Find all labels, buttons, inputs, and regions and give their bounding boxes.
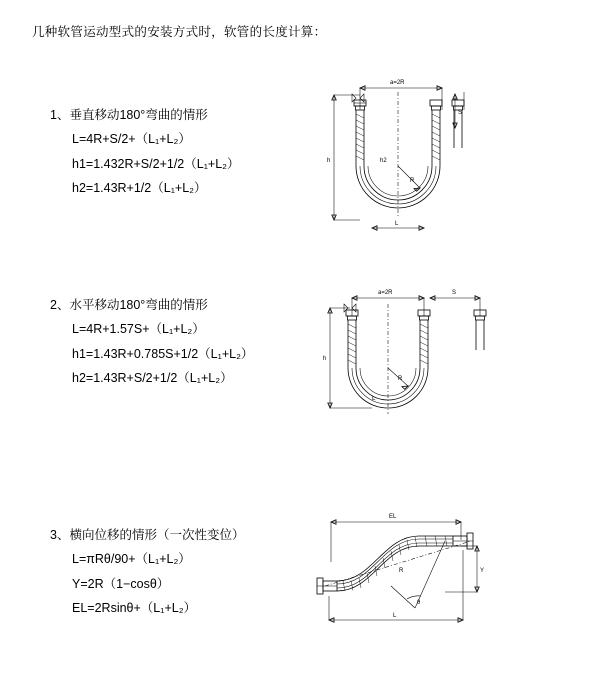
section-1-formula-2: h1=1.432R+S/2+1/2（L₁+L₂） <box>72 156 240 171</box>
dim-a-2r: a=2R <box>378 290 393 296</box>
dim-h: h <box>327 158 331 164</box>
length-label-l: L <box>372 396 376 402</box>
horizontal-180-bend-diagram <box>312 280 497 450</box>
section-3-formula-2: Y=2R（1−cosθ） <box>72 576 170 591</box>
angle-label-theta: θ <box>417 600 421 606</box>
page-title: 几种软管运动型式的安装方式时，软管的长度计算： <box>32 25 327 39</box>
section-3-formula-1: L=πRθ/90+（L₁+L₂） <box>72 552 191 566</box>
section-2-title: 2、水平移动180°弯曲的情形 <box>50 298 208 312</box>
section-1-text <box>50 105 310 206</box>
section-1-formula-3: h2=1.43R+1/2（L₁+L₂） <box>72 181 207 196</box>
section-3-text <box>50 525 310 626</box>
radius-label-r: R <box>399 568 404 574</box>
dim-l: L <box>393 613 397 619</box>
dim-h: h <box>323 356 327 362</box>
dim-el: EL <box>389 514 397 520</box>
section-1-title: 1、垂直移动180°弯曲的情形 <box>50 108 208 122</box>
section-1-formula-1: L=4R+S/2+（L₁+L₂） <box>72 132 191 146</box>
section-2-formula-1: L=4R+1.57S+（L₁+L₂） <box>72 322 205 336</box>
length-label-l: L <box>395 221 399 227</box>
dim-s: S <box>458 110 463 116</box>
radius-label-r: R <box>410 178 415 184</box>
vertical-180-bend-diagram <box>312 70 492 260</box>
section-3-formula-3: EL=2Rsinθ+（L₁+L₂） <box>72 601 197 616</box>
section-2-text <box>50 295 310 396</box>
dim-s: S <box>452 290 457 296</box>
dim-a-2r: a=2R <box>390 80 405 86</box>
dim-y: Y <box>480 568 485 574</box>
section-3-title: 3、横向位移的情形（一次性变位） <box>50 528 245 542</box>
height-label-h2: h2 <box>380 158 387 164</box>
section-2-formula-3: h2=1.43R+S/2+1/2（L₁+L₂） <box>72 371 233 386</box>
lateral-offset-diagram <box>295 500 495 640</box>
section-2-formula-2: h1=1.43R+0.785S+1/2（L₁+L₂） <box>72 346 254 361</box>
radius-label-r: R <box>398 376 403 382</box>
